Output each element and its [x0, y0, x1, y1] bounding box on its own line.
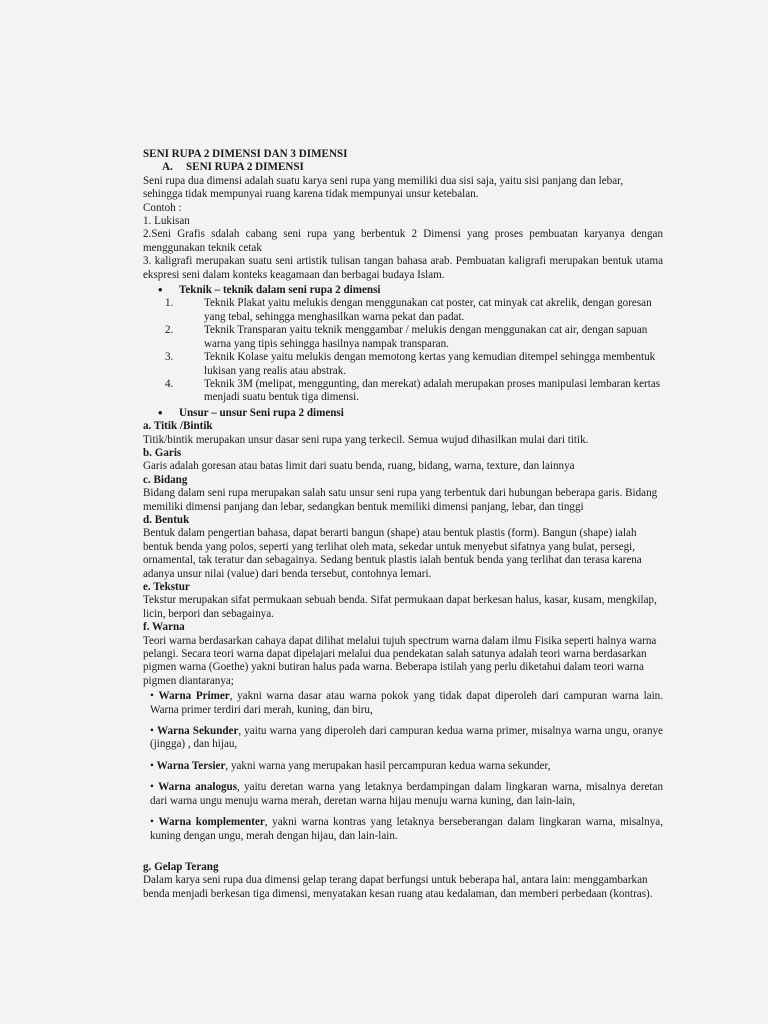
teknik-item-3: 3. Teknik Kolase yaitu melukis dengan memotong kertas yang kemudian ditempel sehingga membentuk lukisan yang realis atau abstrak.	[165, 351, 656, 377]
section-a-label: A.	[162, 161, 173, 174]
warna-item-primer: • Warna Primer, yakni warna dasar atau warna pokok yang tidak dapat diperoleh dari campuran warna lain. Warna primer terdiri dari merah, kuning, dan biru,	[150, 690, 663, 716]
tekstur-heading: e. Tekstur	[143, 581, 190, 593]
document-title: SENI RUPA 2 DIMENSI DAN 3 DIMENSI	[143, 148, 348, 160]
intro-paragraph: Seni rupa dua dimensi adalah suatu karya seni rupa yang memiliki dua sisi saja, yaitu sisi panjang dan lebar, sehingga tidak mempunyai ruang karena tidak mempunyai unsur ketebalan.	[143, 174, 624, 201]
gelap-terang-text: Dalam karya seni rupa dua dimensi gelap terang dapat berfungsi untuk beberapa hal, antara lain: menggambarkan benda menjadi berkesan tiga dimensi, menyatakan kesan ruang atau kedalaman, dan memberi perbedaan (kontras).	[143, 874, 653, 900]
titik-heading: a. Titik /Bintik	[143, 420, 213, 433]
bentuk-text: Bentuk dalam pengertian bahasa, dapat berarti bangun (shape) atau bentuk plastis (form). Bangun (shape) ialah bentuk benda yang polos, seperti yang terlihat oleh mata, sekedar untuk menyebut sifatnya yang bulat, persegi, ornamental, tak teratur dan sebagainya. Sedang bentuk plastis ialah bentuk benda yang terlihat dan terasa karena adanya unsur nilai (value) dari benda tersebut, contohnya lemari.	[143, 527, 642, 580]
bullet-icon: •	[158, 404, 163, 420]
teknik-item-1: 1. Teknik Plakat yaitu melukis dengan menggunakan cat poster, cat minyak cat akrelik, dengan goresan yang tebal, sehingga menghasilkan warna pekat dan padat.	[165, 297, 652, 323]
bentuk-heading: d. Bentuk	[143, 513, 190, 526]
unsur-heading: • Unsur – unsur Seni rupa 2 dimensi	[158, 404, 344, 420]
bullet-icon: •	[158, 282, 163, 298]
warna-heading: f. Warna	[143, 621, 185, 634]
warna-item-analogus: • Warna analogus, yaitu deretan warna yang letaknya berdampingan dalam lingkaran warna, misalnya deretan dari warna ungu menuju warna merah, deretan warna hijau menuju warna kuning, dan lain-lain,	[150, 781, 663, 807]
contoh-item-3: 3. kaligrafi merupakan suatu seni artistik tulisan tangan bahasa arab. Pembuatan kaligrafi merupakan bentuk utama ekspresi seni dalam konteks keagamaan dan berbagai budaya Islam.	[143, 255, 663, 281]
contoh-label: Contoh :	[143, 201, 182, 214]
warna-item-sekunder: • Warna Sekunder, yaitu warna yang diperoleh dari campuran kedua warna primer, misalnya warna ungu, oranye (jingga) , dan hijau,	[150, 725, 663, 751]
contoh-item-2: 2.Seni Grafis sdalah cabang seni rupa yang berbentuk 2 Dimensi yang proses pembuatan karyanya dengan menggunakan teknik cetak	[143, 228, 663, 254]
bidang-text: Bidang dalam seni rupa merupakan salah satu unsur seni rupa yang terbentuk dari hubungan beberapa garis. Bidang memiliki dimensi panjang dan lebar, sedangkan bentuk memiliki dimensi panjang, lebar, dan tinggi	[143, 487, 658, 513]
document-page	[143, 148, 663, 901]
garis-heading: b. Garis	[143, 446, 182, 459]
teknik-item-4: 4. Teknik 3M (melipat, menggunting, dan merekat) adalah merupakan proses manipulasi lembaran kertas menjadi suatu bentuk tiga dimensi.	[165, 377, 661, 404]
contoh-item-1: 1. Lukisan	[143, 215, 190, 228]
warna-item-tersier: • Warna Tersier, yakni warna yang merupakan hasil percampuran kedua warna sekunder,	[150, 759, 551, 772]
tekstur-text: Tekstur merupakan sifat permukaan sebuah benda. Sifat permukaan dapat berkesan halus, kasar, kusam, mengkilap, licin, berpori dan sebagainya.	[143, 594, 657, 620]
garis-text: Garis adalah goresan atau batas limit dari suatu benda, ruang, bidang, warna, texture, dan lainnya	[143, 460, 575, 473]
section-a-heading	[143, 161, 663, 174]
warna-text: Teori warna berdasarkan cahaya dapat dilihat melalui tujuh spectrum warna dalam ilmu Fisika seperti halnya warna pelangi. Secara teori warna dapat dipelajari melalui dua pendekatan salah satunya adalah teori warna berdasarkan pigmen warna (Goethe) yakni butiran halus pada warna. Beberapa istilah yang perlu diketahui dalam teori warna pigmen diantaranya;	[143, 634, 657, 687]
teknik-item-2: 2. Teknik Transparan yaitu teknik menggambar / melukis dengan menggunakan cat air, dengan sapuan warna yang tipis sehingga hasilnya nampak transparan.	[165, 324, 648, 350]
bidang-heading: c. Bidang	[143, 473, 188, 486]
titik-text: Titik/bintik merupakan unsur dasar seni rupa yang terkecil. Semua wujud dihasilkan mulai dari titik.	[143, 433, 589, 446]
gelap-terang-heading: g. Gelap Terang	[143, 860, 219, 873]
section-a-title: SENI RUPA 2 DIMENSI	[186, 161, 304, 174]
warna-item-komplementer: • Warna komplementer, yakni warna kontras yang letaknya berseberangan dalam lingkaran warna, misalnya, kuning dengan ungu, merah dengan hijau, dan lain-lain.	[150, 816, 663, 842]
teknik-heading: • Teknik – teknik dalam seni rupa 2 dimensi	[158, 282, 381, 298]
